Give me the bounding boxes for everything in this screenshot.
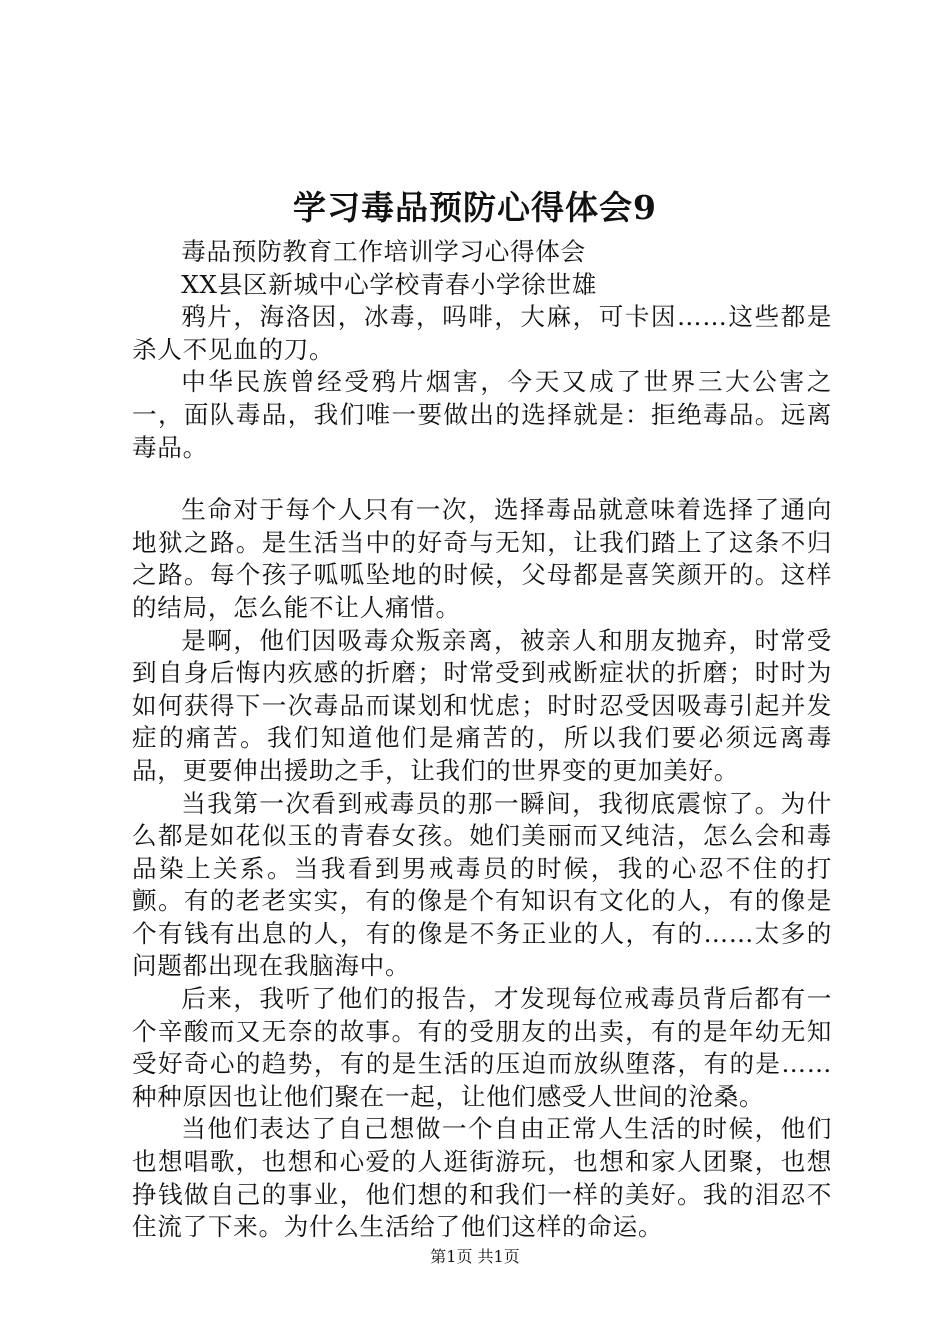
paragraph: 鸦片，海洛因，冰毒，吗啡，大麻，可卡因……这些都是杀人不见血的刀。 [132,302,832,364]
paragraph: 后来，我听了他们的报告，才发现每位戒毒员背后都有一个辛酸而又无奈的故事。有的受朋友的出卖，有的是年幼无知受好奇心的趋势，有的是生活的压迫而放纵堕落，有的是……种种原因也让他们聚在一起，让他们感受人世间的沧桑。 [132,984,832,1111]
page-footer: 第1页 共1页 [430,1247,520,1266]
paragraph: 是啊，他们因吸毒众叛亲离，被亲人和朋友抛弃，时常受到自身后悔内疚感的折磨；时常受到戒断症状的折磨；时时为如何获得下一次毒品而谋划和忧虑；时时忍受因吸毒引起并发症的痛苦。我们知道他们是痛苦的，所以我们要必须远离毒品，更要伸出援助之手，让我们的世界变的更加美好。 [132,625,832,785]
paragraph: 当他们表达了自己想做一个自由正常人生活的时候，他们也想唱歌，也想和心爱的人逛街游玩，也想和家人团聚，也想挣钱做自己的事业，他们想的和我们一样的美好。我的泪忍不住流了下来。为什么生活给了他们这样的命运。 [132,1114,832,1242]
paragraph-subtitle: 毒品预防教育工作培训学习心得体会 [181,237,586,266]
paragraph-author: XX县区新城中心学校青春小学徐世雄 [181,269,598,299]
document-title: 学习毒品预防心得体会9 [293,188,657,227]
paragraph: 生命对于每个人只有一次，选择毒品就意味着选择了通向地狱之路。是生活当中的好奇与无知，让我们踏上了这条不归之路。每个孩子呱呱坠地的时候，父母都是喜笑颜开的。这样的结局，怎么能不让人痛惜。 [132,495,832,622]
paragraph: 中华民族曾经受鸦片烟害，今天又成了世界三大公害之一，面队毒品，我们唯一要做出的选择就是：拒绝毒品。远离毒品。 [132,367,832,462]
document-body [132,236,832,1244]
paragraph: 当我第一次看到戒毒员的那一瞬间，我彻底震惊了。为什么都是如花似玉的青春女孩。她们美丽而又纯洁，怎么会和毒品染上关系。当我看到男戒毒员的时候，我的心忍不住的打颤。有的老老实实，有的像是个有知识有文化的人，有的像是个有钱有出息的人，有的像是不务正业的人，有的……太多的问题都出现在我脑海中。 [132,788,832,981]
